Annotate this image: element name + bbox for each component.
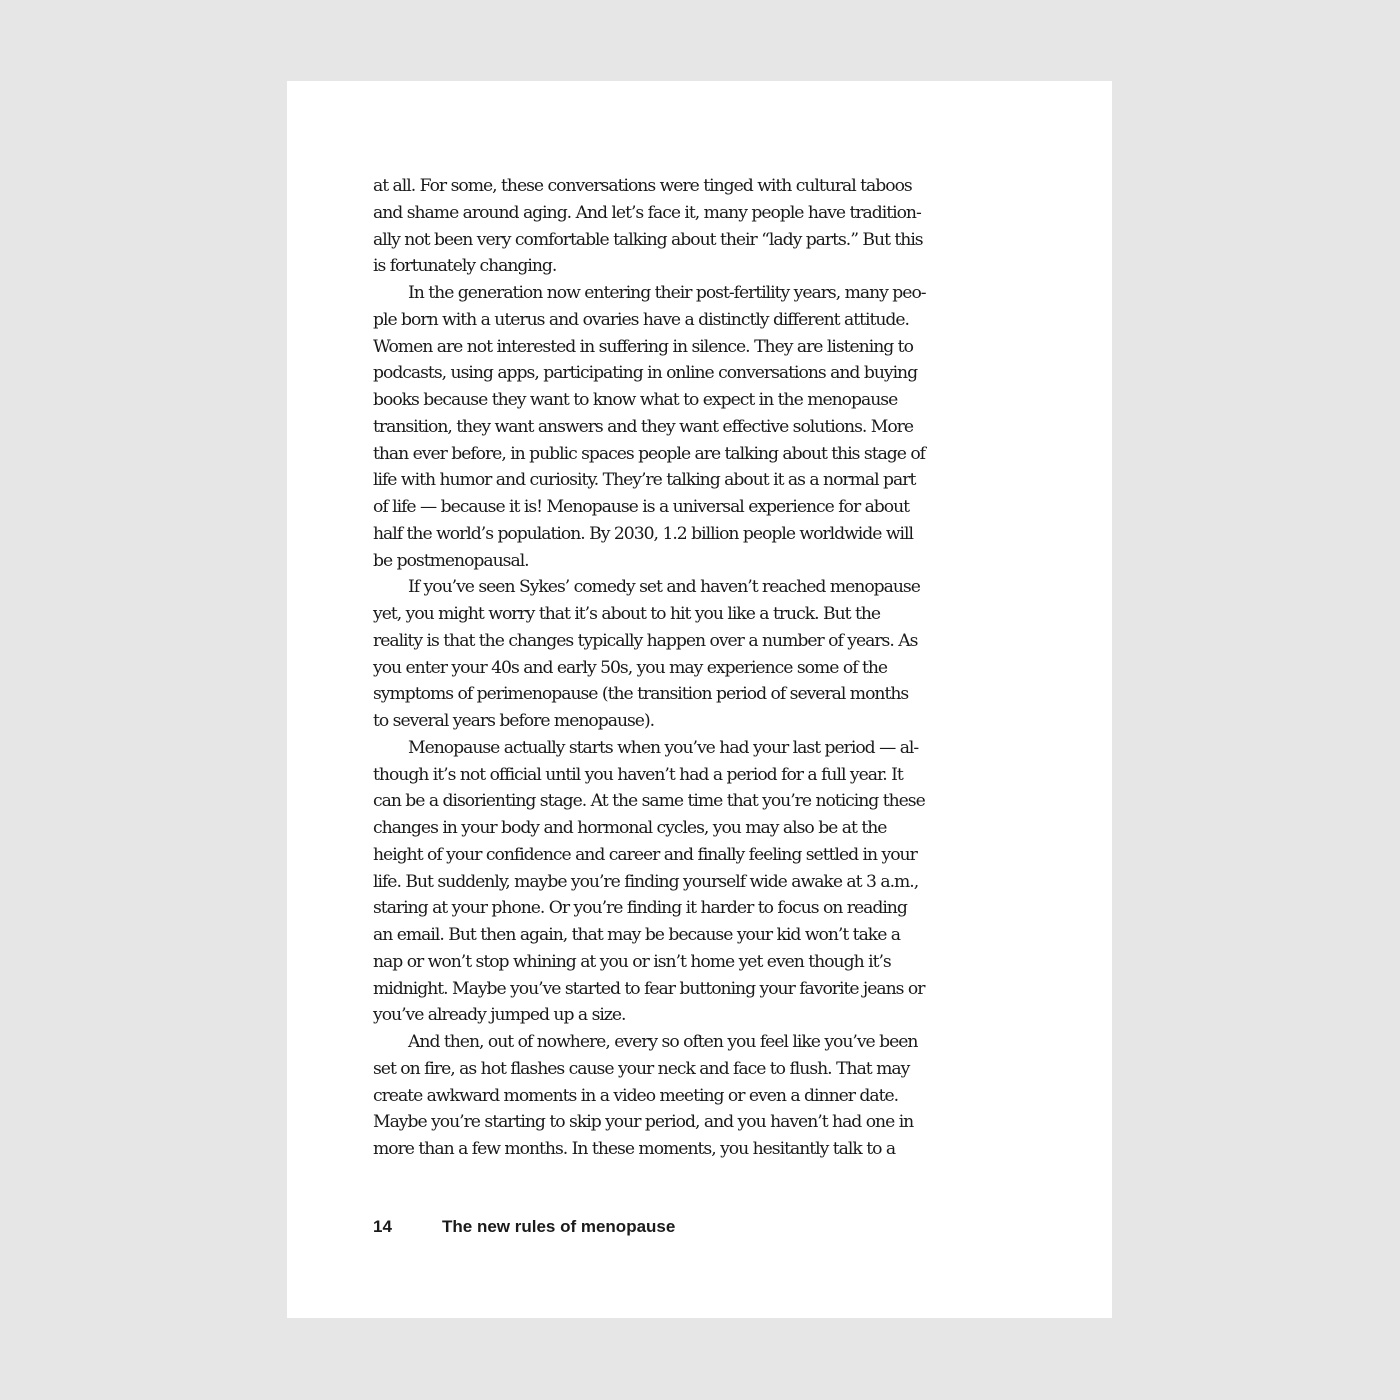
page-footer	[373, 1217, 675, 1237]
text-line: If you’ve seen Sykes’ comedy set and haven’t reached menopause	[408, 577, 920, 598]
text-line: ple born with a uterus and ovaries have a distinctly different attitude.	[373, 309, 909, 330]
text-line: books because they want to know what to expect in the menopause	[373, 390, 898, 410]
text-line: to several years before menopause).	[373, 711, 655, 731]
body-text	[373, 173, 998, 1163]
text-line: of life — because it is! Menopause is a universal experience for about	[373, 497, 910, 517]
text-line: transition, they want answers and they want effective solutions. More	[373, 416, 914, 437]
text-line: an email. But then again, that may be because your kid won’t take a	[373, 925, 901, 945]
text-line: though it’s not official until you haven’t had a period for a full year. It	[373, 764, 903, 785]
text-line: And then, out of nowhere, every so often you feel like you’ve been	[408, 1032, 918, 1052]
text-line: more than a few months. In these moments, you hesitantly talk to a	[373, 1139, 896, 1159]
text-line: life with humor and curiosity. They’re talking about it as a normal part	[373, 470, 916, 491]
text-line: nap or won’t stop whining at you or isn’t home yet even though it’s	[373, 951, 891, 972]
text-line: create awkward moments in a video meeting or even a dinner date.	[373, 1085, 899, 1106]
text-line: Women are not interested in suffering in silence. They are listening to	[373, 336, 913, 357]
text-line: midnight. Maybe you’ve started to fear buttoning your favorite jeans or	[373, 978, 925, 999]
text-line: ally not been very comfortable talking about their “lady parts.” But this	[373, 229, 923, 250]
running-title: The new rules of menopause	[442, 1217, 676, 1236]
text-line: set on fire, as hot flashes cause your neck and face to flush. That may	[373, 1058, 910, 1079]
text-line: changes in your body and hormonal cycles, you may also be at the	[373, 818, 887, 838]
text-line: height of your confidence and career and finally feeling settled in your	[373, 844, 917, 865]
text-line: staring at your phone. Or you’re finding it harder to focus on reading	[373, 898, 907, 919]
text-line: Maybe you’re starting to skip your period, and you haven’t had one in	[373, 1112, 914, 1133]
text-line: than ever before, in public spaces people are talking about this stage of	[373, 443, 926, 464]
text-line: half the world’s population. By 2030, 1.2 billion people worldwide will	[373, 523, 913, 544]
text-line: In the generation now entering their post-fertility years, many peo-	[408, 283, 926, 303]
text-line: podcasts, using apps, participating in online conversations and buying	[373, 363, 918, 384]
text-line: life. But suddenly, maybe you’re finding yourself wide awake at 3 a.m.,	[373, 871, 919, 892]
text-line: you’ve already jumped up a size.	[373, 1005, 626, 1026]
text-line: can be a disorienting stage. At the same time that you’re noticing these	[373, 791, 925, 812]
text-line: you enter your 40s and early 50s, you may experience some of the	[373, 657, 888, 678]
text-line: reality is that the changes typically happen over a number of years. As	[373, 630, 918, 651]
text-line: be postmenopausal.	[373, 550, 529, 571]
text-line: Menopause actually starts when you’ve had your last period — al-	[408, 737, 919, 758]
text-line: at all. For some, these conversations were tinged with cultural taboos	[373, 176, 912, 196]
page-number: 14	[373, 1217, 392, 1236]
text-line: and shame around aging. And let’s face it, many people have tradition-	[373, 202, 921, 223]
text-line: symptoms of perimenopause (the transition period of several months	[373, 684, 909, 705]
text-line: yet, you might worry that it’s about to hit you like a truck. But the	[373, 604, 881, 624]
text-line: is fortunately changing.	[373, 256, 557, 277]
book-page	[287, 81, 1112, 1318]
